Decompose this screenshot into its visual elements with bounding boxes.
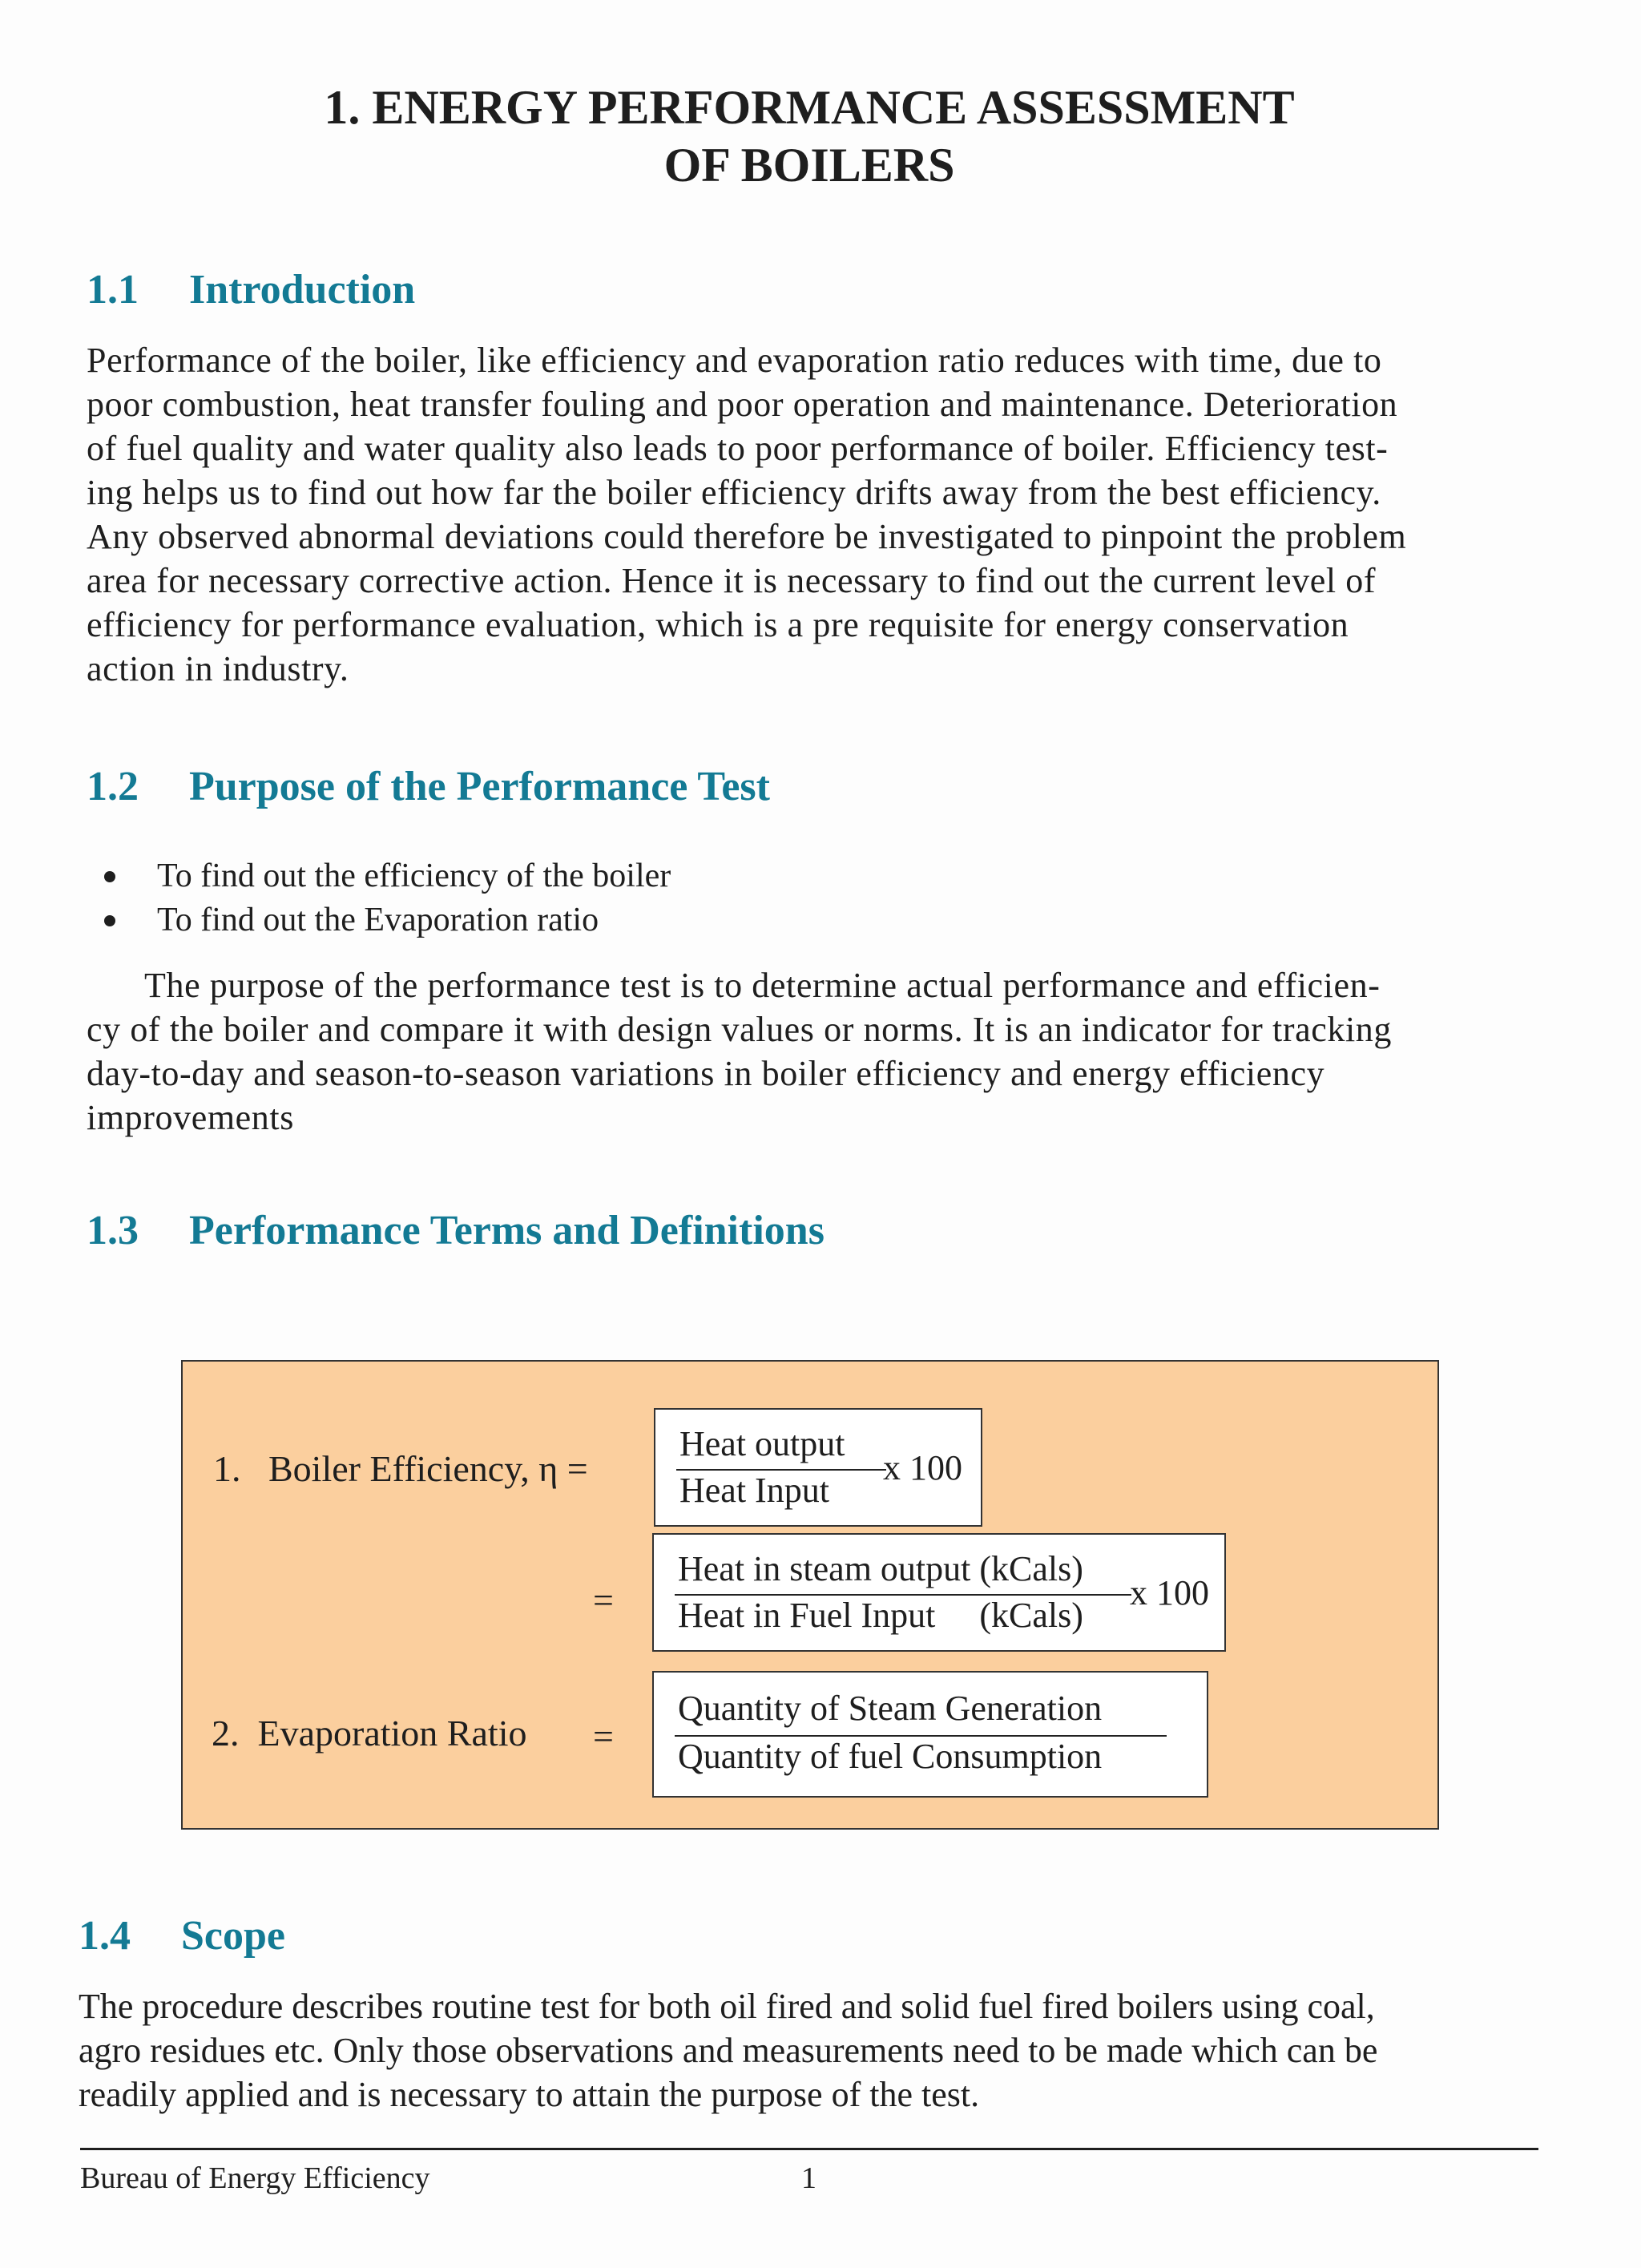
evaporation-ratio-label: 2. Evaporation Ratio xyxy=(212,1713,527,1753)
efficiency-formula-box xyxy=(654,1408,982,1527)
introduction-paragraph xyxy=(87,338,1545,691)
section-heading-scope xyxy=(79,1912,285,1960)
text-line: day-to-day and season-to-season variations in boiler efficiency and energy efficiency xyxy=(87,1054,1325,1093)
section-heading-purpose xyxy=(87,763,770,811)
list-item-text: To find out the efficiency of the boiler xyxy=(157,858,671,894)
text-line: Performance of the boiler, like efficiency and evaporation ratio reduces with time, due to xyxy=(87,341,1382,380)
section-number: 1.3 xyxy=(87,1208,139,1253)
section-title: Performance Terms and Definitions xyxy=(189,1208,825,1253)
text-line: cy of the boiler and compare it with design values or norms. It is an indicator for tracking xyxy=(87,1010,1392,1049)
text-line: The procedure describes routine test for both oil fired and solid fuel fired boilers using coal, xyxy=(79,1987,1375,2026)
fraction-numerator: Heat in steam output (kCals) xyxy=(678,1549,1083,1588)
text-line: area for necessary corrective action. Hence it is necessary to find out the current level of xyxy=(87,561,1377,600)
purpose-bullet-list xyxy=(104,854,671,942)
multiplier: x 100 xyxy=(1130,1573,1209,1612)
section-heading-terms xyxy=(87,1207,825,1255)
list-item xyxy=(104,898,671,942)
equals-sign: = xyxy=(593,1716,614,1757)
list-item xyxy=(104,854,671,898)
bullet-icon xyxy=(104,871,115,882)
bullet-icon xyxy=(104,915,115,926)
page-title-line-1: 1. ENERGY PERFORMANCE ASSESSMENT xyxy=(324,81,1295,134)
fraction-denominator: Heat Input xyxy=(679,1471,829,1510)
section-number: 1.2 xyxy=(87,764,139,809)
text-line: action in industry. xyxy=(87,649,349,688)
section-title: Purpose of the Performance Test xyxy=(189,764,770,809)
text-line: readily applied and is necessary to attain the purpose of the test. xyxy=(79,2075,980,2114)
footer-divider xyxy=(80,2148,1538,2150)
list-item-text: To find out the Evaporation ratio xyxy=(157,902,599,938)
efficiency-detail-formula-box xyxy=(652,1533,1226,1652)
page-title-line-2: OF BOILERS xyxy=(663,139,955,192)
text-line: of fuel quality and water quality also leads to poor performance of boiler. Efficiency test- xyxy=(87,429,1389,468)
footer-organization: Bureau of Energy Efficiency xyxy=(80,2161,430,2195)
section-number: 1.4 xyxy=(79,1913,131,1959)
boiler-efficiency-label: 1. Boiler Efficiency, η = xyxy=(213,1448,588,1489)
text-line: improvements xyxy=(87,1098,294,1137)
section-title: Introduction xyxy=(189,267,416,313)
text-line: Any observed abnormal deviations could therefore be investigated to pinpoint the problem xyxy=(87,517,1407,556)
text-line: agro residues etc. Only those observations and measurements need to be made which can be xyxy=(79,2031,1378,2070)
page-number: 1 xyxy=(801,2161,816,2195)
section-heading-introduction xyxy=(87,266,415,314)
fraction-numerator: Heat output xyxy=(679,1424,845,1463)
fraction-denominator: Quantity of fuel Consumption xyxy=(678,1737,1103,1776)
evaporation-ratio-formula-box xyxy=(652,1671,1208,1798)
text-line: poor combustion, heat transfer fouling and poor operation and maintenance. Deterioration xyxy=(87,385,1398,424)
scope-paragraph xyxy=(79,1984,1545,2117)
purpose-paragraph xyxy=(87,963,1545,1140)
definitions-box xyxy=(181,1360,1439,1830)
section-number: 1.1 xyxy=(87,267,139,313)
section-title: Scope xyxy=(181,1913,285,1959)
fraction-denominator: Heat in Fuel Input (kCals) xyxy=(678,1596,1083,1635)
equals-sign: = xyxy=(593,1580,614,1620)
multiplier: x 100 xyxy=(883,1448,962,1487)
text-line: efficiency for performance evaluation, which is a pre requisite for energy conservation xyxy=(87,605,1349,644)
fraction-numerator: Quantity of Steam Generation xyxy=(678,1689,1103,1728)
text-line: ing helps us to find out how far the boiler efficiency drifts away from the best efficiency. xyxy=(87,473,1381,512)
text-line: The purpose of the performance test is to determine actual performance and efficien- xyxy=(144,966,1381,1005)
